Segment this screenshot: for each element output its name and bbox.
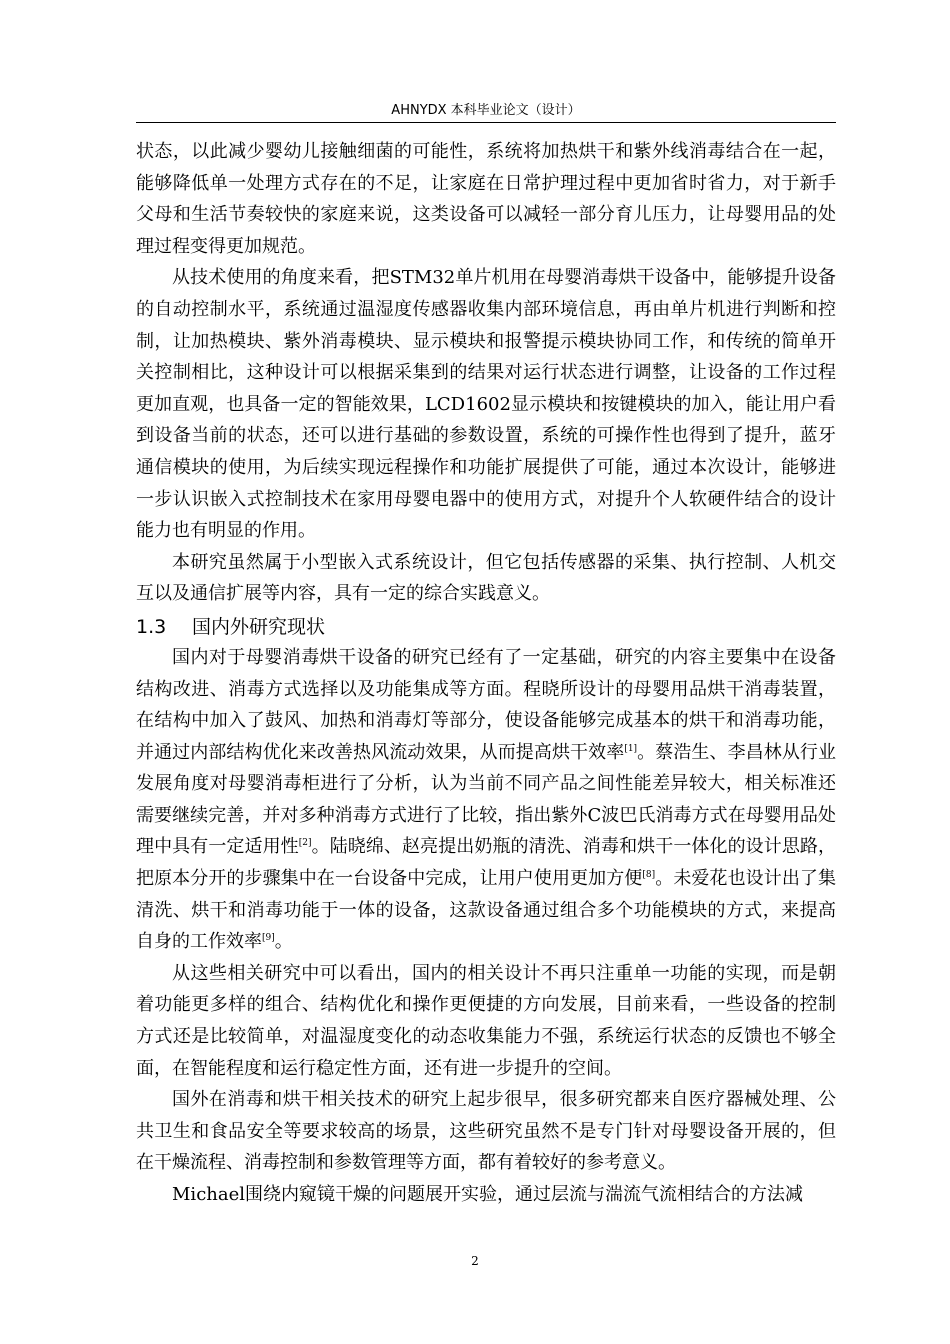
paragraph: 本研究虽然属于小型嵌入式系统设计，但它包括传感器的采集、执行控制、人机交互以及通信扩展等内容，具有一定的综合实践意义。 xyxy=(136,551,836,605)
paragraph-text: 。蔡浩生、李昌林从行业发展角度对母婴消毒柜进行了分析，认为当前不同产品之间性能差异较大，相关标准还需要继续完善，并对多种消毒方式进行了比较，指出紫外C波巴氏消毒方式在母婴用品处理中具有一定适用性 xyxy=(136,741,837,858)
citation-marker: [1] xyxy=(624,743,638,754)
paragraph-text: 。 xyxy=(274,931,293,953)
paragraph xyxy=(136,642,836,958)
page-number: 2 xyxy=(471,1254,479,1268)
paragraph-text: 国内对于母婴消毒烘干设备的研究已经有了一定基础，研究的内容主要集中在设备结构改进、消毒方式选择以及功能集成等方面。程晓所设计的母婴用品烘干消毒装置，在结构中加入了鼓风、加热和消毒灯等部分，使设备能够完成基本的烘干和消毒功能，并通过内部结构优化来改善热风流动效果，从而提高烘干效率 xyxy=(136,646,836,763)
body-text xyxy=(136,136,836,1211)
paragraph: 从技术使用的角度来看，把STM32单片机用在母婴消毒烘干设备中，能够提升设备的自动控制水平，系统通过温湿度传感器收集内部环境信息，再由单片机进行判断和控制，让加热模块、紫外消毒模块、显示模块和报警提示模块协同工作，和传统的简单开关控制相比，这种设计可以根据采集到的结果对运行状态进行调整，让设备的工作过程更加直观，也具备一定的智能效果，LCD1602显示模块和按键模块的加入，能让用户看到设备当前的状态，还可以进行基础的参数设置，系统的可操作性也得到了提升，蓝牙通信模块的使用，为后续实现远程操作和功能扩展提供了可能，通过本次设计，能够进一步认识嵌入式控制技术在家用母婴电器中的使用方式，对提升个人软硬件结合的设计能力也有明显的作用。 xyxy=(136,267,836,542)
paragraph: 国外在消毒和烘干相关技术的研究上起步很早，很多研究都来自医疗器械处理、公共卫生和食品安全等要求较高的场景，这些研究虽然不是专门针对母婴设备开展的，但在干燥流程、消毒控制和参数管理等方面，都有着较好的参考意义。 xyxy=(136,1089,836,1174)
citation-marker: [2] xyxy=(298,838,312,849)
paragraph-text: 。陆晓绵、赵亮提出奶瓶的清洗、消毒和烘干一体化的设计思路，把原本分开的步骤集中在一台设备中完成，让用户使用更加方便 xyxy=(136,836,837,890)
section-number: 1.3 xyxy=(136,615,167,638)
paragraph: Michael围绕内窥镜干燥的问题展开实验，通过层流与湍流气流相结合的方法减 xyxy=(172,1184,803,1205)
paragraph-text: 。未爱花也设计出了集清洗、烘干和消毒功能于一体的设备，这款设备通过组合多个功能模块的方式，来提高自身的工作效率 xyxy=(136,868,837,953)
section-heading xyxy=(136,612,836,642)
citation-marker: [8] xyxy=(642,870,656,881)
paragraph: 从这些相关研究中可以看出，国内的相关设计不再只注重单一功能的实现，而是朝着功能更多样的组合、结构优化和操作更便捷的方向发展，目前来看，一些设备的控制方式还是比较简单，对温湿度变化的动态收集能力不强，系统运行状态的反馈也不够全面，在智能程度和运行稳定性方面，还有进一步提升的空间。 xyxy=(136,962,836,1079)
running-header: AHNYDX 本科毕业论文（设计） xyxy=(136,100,836,123)
paragraph: 状态，以此减少婴幼儿接触细菌的可能性，系统将加热烘干和紫外线消毒结合在一起，能够降低单一处理方式存在的不足，让家庭在日常护理过程中更加省时省力，对于新手父母和生活节奏较快的家庭来说，这类设备可以减轻一部分育儿压力，让母婴用品的处理过程变得更加规范。 xyxy=(136,141,836,257)
section-title: 国内外研究现状 xyxy=(192,615,326,638)
citation-marker: [9] xyxy=(262,933,275,944)
